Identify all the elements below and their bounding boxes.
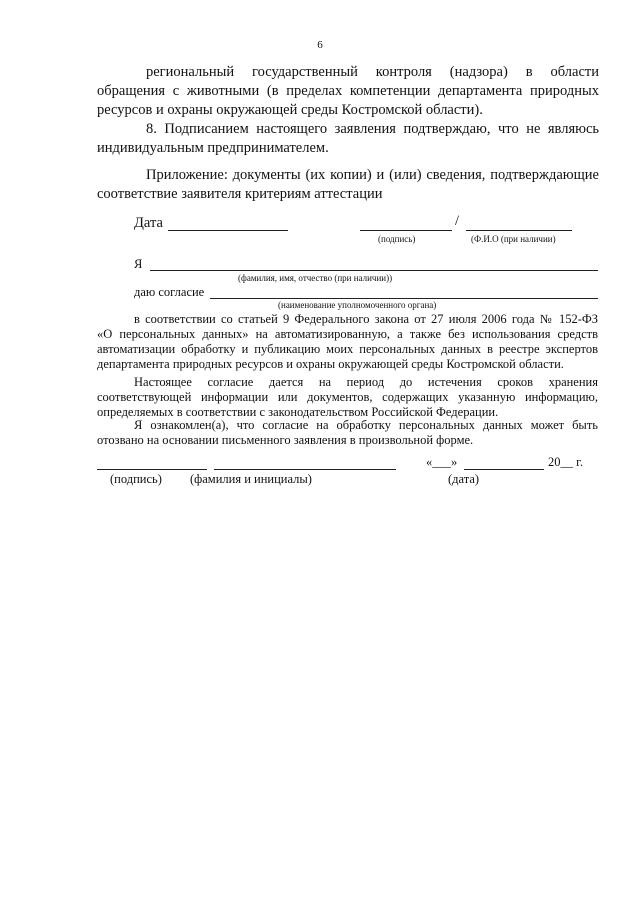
item-8-line-2: индивидуальным предпринимателем. (97, 140, 329, 156)
consent-p3-line-2: отозвано на основании письменного заявления в произвольной форме. (97, 433, 474, 447)
bottom-name-caption: (фамилия и инициалы) (190, 472, 312, 486)
consent-p2-line-1: Настоящее согласие дается на период до истечения сроков хранения (134, 375, 598, 389)
bottom-date-caption: (дата) (448, 472, 480, 486)
date-line (168, 230, 288, 231)
ya-label: Я (134, 257, 143, 271)
consent-p1-line-3: автоматизации обработку и публикацию моих персональных данных в реестре экспертов (97, 342, 598, 356)
consent-p1-line-4: департамента природных ресурсов и охраны окружающей среды Костромской области. (97, 357, 564, 371)
slash-separator: / (455, 213, 460, 229)
item-8-line-1: 8. Подписанием настоящего заявления подтверждаю, что не являюсь (146, 121, 599, 137)
consent-p1-line-2: «О персональных данных» на автоматизированную, а также без использования средств (97, 327, 598, 341)
name-caption: (Ф.И.О (при наличии) (471, 234, 556, 244)
consent-p2-line-2: соответствующей информации или документов, содержащих указанную информацию, (97, 390, 598, 404)
continuation-line-3: ресурсов и охраны окружающей среды Костромской области). (97, 102, 483, 118)
bottom-signature-caption: (подпись) (110, 472, 162, 486)
date-year-field: 20__ г. (548, 455, 583, 469)
fio-line (150, 270, 598, 271)
date-label: Дата (134, 215, 163, 231)
page-number: 6 (317, 39, 323, 51)
consent-p1-line-1: в соответствии со статьей 9 Федерального закона от 27 июля 2006 года № 152-ФЗ (134, 312, 598, 326)
bottom-signature-line (97, 469, 207, 470)
consent-p3-line-1: Я ознакомлен(а), что согласие на обработку персональных данных может быть (134, 418, 598, 432)
continuation-line-2: обращения с животными (в пределах компетенции департамента природных (97, 83, 599, 99)
organ-caption: (наименование уполномоченного органа) (278, 300, 437, 310)
consent-label: даю согласие (134, 285, 205, 299)
continuation-line-1: региональный государственный контроля (надзора) в области (146, 64, 599, 80)
signature-caption: (подпись) (378, 234, 416, 244)
appendix-line-2: соответствие заявителя критериям аттестации (97, 186, 383, 202)
signature-line (360, 230, 452, 231)
date-day-field: «___» (426, 455, 458, 469)
name-line (466, 230, 572, 231)
fio-caption: (фамилия, имя, отчество (при наличии)) (238, 273, 393, 283)
consent-p2-line-3: определяемых в соответствии с законодательством Российской Федерации. (97, 405, 499, 419)
bottom-name-line (214, 469, 396, 470)
organ-line (210, 298, 598, 299)
date-month-line (464, 469, 544, 470)
appendix-line-1: Приложение: документы (их копии) и (или) сведения, подтверждающие (146, 167, 599, 183)
